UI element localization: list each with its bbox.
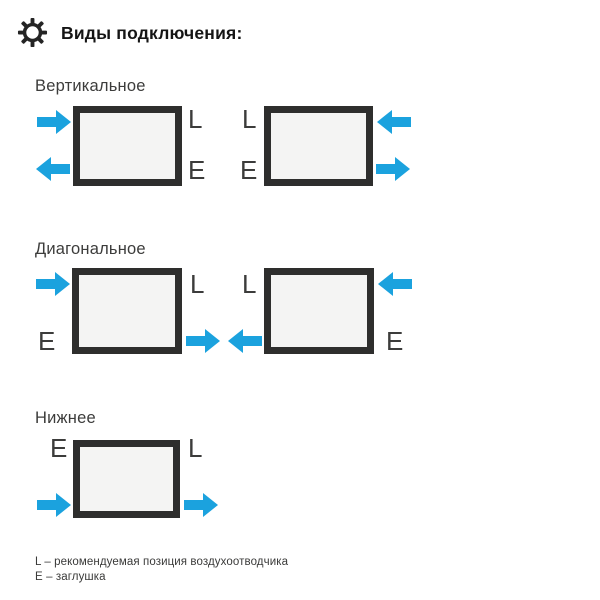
section-title-diagonal: Диагональное — [35, 240, 146, 258]
radiator-box — [72, 268, 182, 354]
port-label-l: L — [188, 433, 203, 463]
port-label-e: E — [386, 326, 404, 356]
flow-in-arrow-icon — [376, 109, 411, 135]
port-label-e: E — [38, 326, 56, 356]
radiator-box — [264, 268, 374, 354]
gear-icon — [17, 17, 48, 48]
flow-out-arrow-icon — [376, 156, 411, 182]
section-title-bottom: Нижнее — [35, 409, 96, 427]
page-title: Виды подключения: — [61, 23, 243, 43]
flow-in-arrow-icon — [37, 492, 72, 518]
port-label-e: E — [240, 155, 258, 185]
port-label-l: L — [242, 104, 257, 134]
section-title-vertical: Вертикальное — [35, 77, 146, 95]
flow-out-arrow-icon — [186, 328, 221, 354]
legend-line-l: L – рекомендуемая позиция воздухоотводчика — [35, 556, 289, 568]
port-label-l: L — [242, 269, 257, 299]
flow-out-arrow-icon — [227, 328, 262, 354]
flow-out-arrow-icon — [35, 156, 70, 182]
flow-in-arrow-icon — [377, 271, 412, 297]
radiator-box — [73, 106, 182, 186]
port-label-l: L — [188, 104, 203, 134]
flow-out-arrow-icon — [184, 492, 219, 518]
flow-in-arrow-icon — [37, 109, 72, 135]
port-label-e: E — [50, 433, 68, 463]
port-label-e: E — [188, 155, 206, 185]
flow-in-arrow-icon — [36, 271, 71, 297]
radiator-box — [73, 440, 180, 518]
legend-line-e: E – заглушка — [35, 571, 106, 583]
radiator-box — [264, 106, 373, 186]
port-label-l: L — [190, 269, 205, 299]
